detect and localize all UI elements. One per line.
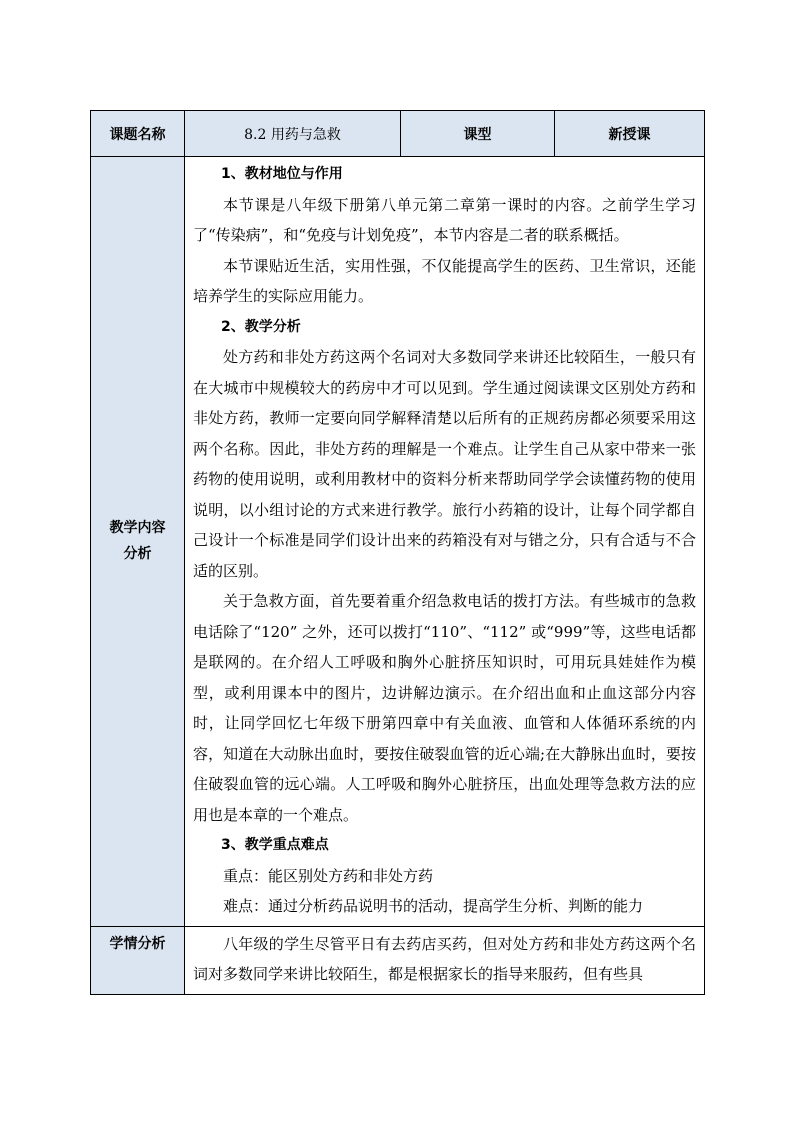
lesson-plan-table: [90, 110, 705, 995]
body-paragraph: 本节课是八年级下册第八单元第二章第一课时的内容。之前学生学习了“传染病”，和“免疫与计划免疫”，本节内容是二者的联系概括。: [193, 195, 696, 244]
body-paragraph: 八年级的学生尽管平日有去药店买药，但对处方药和非处方药这两个名词对多数同学来讲比较陌生，都是根据家长的指导来服药，但有些具: [193, 934, 696, 983]
student-analysis-label: 学情分析: [91, 926, 185, 994]
key-point: 重点：能区别处方药和非处方药: [223, 866, 434, 885]
content-analysis-row: [91, 157, 705, 927]
type-label: 课型: [401, 111, 555, 157]
student-analysis-row: [91, 926, 705, 994]
body-paragraph: 关于急救方面，首先要着重介绍急救电话的拨打方法。有些城市的急救电话除了“120” 之外，还可以拨打“110”、“112” 或“999”等，这些电话都是联网的。在介绍人工呼吸和胸外心脏挤压知识时，可用玩具娃娃作为模型，或利用课本中的图片，边讲解边演示。在介绍出血和止血这部分内容时，让同学回忆七年级下册第四章中有关血液、血管和人体循环系统的内容，知道在大动脉出血时，要按住破裂血管的近心端;在大静脉出血时，要按住破裂血管的远心端。人工呼吸和胸外心脏挤压，出血处理等急救方法的应用也是本章的一个难点。: [193, 592, 696, 824]
difficult-point: 难点：通过分析药品说明书的活动，提高学生分析、判断的能力: [223, 897, 644, 915]
topic-label: 课题名称: [91, 111, 185, 157]
student-analysis-body: [185, 926, 705, 994]
content-analysis-label-line2: 分析: [123, 546, 152, 563]
type-value: 新授课: [555, 111, 705, 157]
section-heading: 3、教学重点难点: [221, 837, 329, 853]
header-row: [91, 111, 705, 157]
content-analysis-body: [185, 157, 705, 927]
body-paragraph: 处方药和非处方药这两个名词对大多数同学来讲还比较陌生，一般只有在大城市中规模较大的药房中才可以见到。学生通过阅读课文区别处方药和非处方药，教师一定要向同学解释清楚以后所有的正规药房都必须要采用这两个名称。因此，非处方药的理解是一个难点。让学生自己从家中带来一张药物的使用说明，或利用教材中的资料分析来帮助同学学会读懂药物的使用说明，以小组讨论的方式来进行教学。旅行小药箱的设计，让每个同学都自己设计一个标准是同学们设计出来的药箱没有对与错之分，只有合适与不合适的区别。: [193, 348, 696, 580]
section-heading: 1、教材地位与作用: [221, 166, 343, 182]
body-paragraph: 本节课贴近生活，实用性强，不仅能提高学生的医药、卫生常识，还能培养学生的实际应用能力。: [193, 256, 696, 305]
content-analysis-label: [91, 157, 185, 927]
content-analysis-label-line1: 教学内容: [109, 520, 166, 537]
section-heading: 2、教学分析: [221, 318, 301, 335]
topic-value: 8.2 用药与急救: [185, 111, 401, 157]
